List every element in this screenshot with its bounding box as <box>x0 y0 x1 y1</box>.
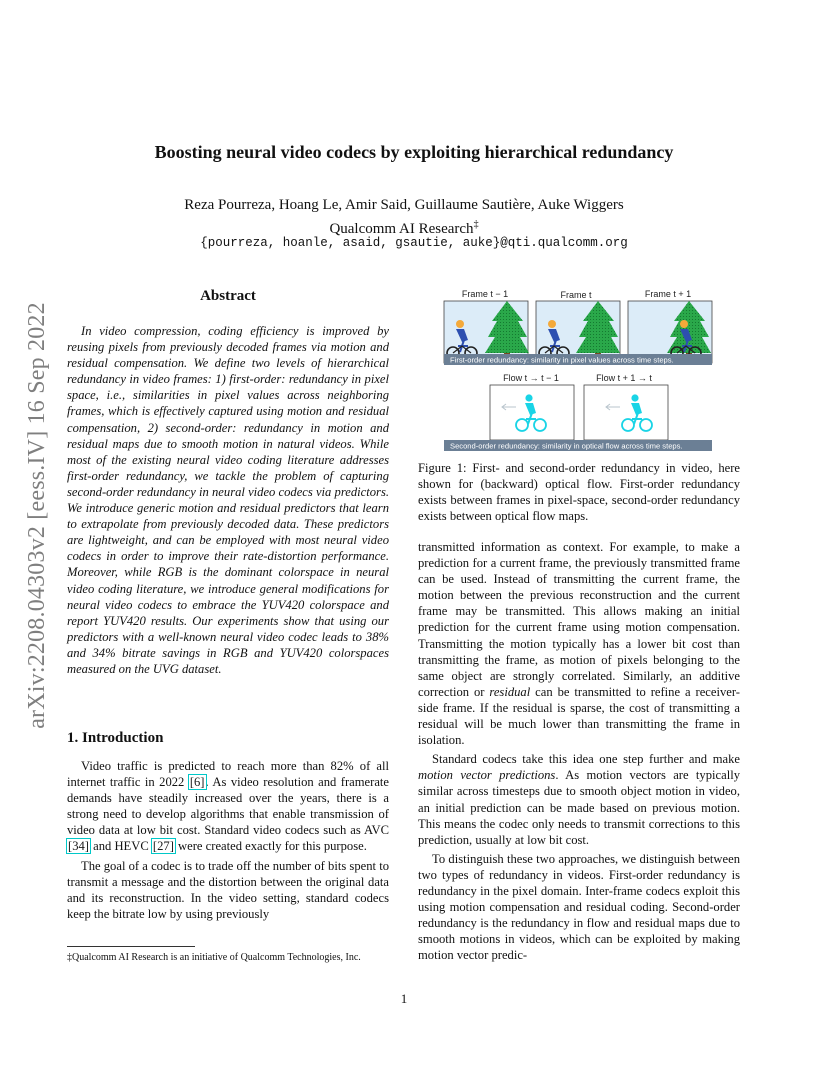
first-order-banner-text: First-order redundancy: similarity in pixel values across time steps. <box>450 355 674 365</box>
footnote-rule <box>67 946 195 947</box>
right-paragraph-1: transmitted information as context. For example, to make a prediction for a current frame, the previously transmitted frame can be used. Instead of transmitting the current frame, the motion between the previous reconstruction and the current frame may be transmitted. This allows making an initial prediction for the current frame using motion compensation. Transmitting the motion typically has a lower bit cost than transmitting the frame, as motion of pixels belonging to the same object are strongly correlated. Similarly, an additive correction or residual can be transmitted to refine a receiver-side frame. If the residual is sparse, the cost of transmitting a residual will be much lower than transmitting the frame in isolation. <box>418 540 740 748</box>
flow-label-prev: Flow t → t − 1 <box>503 373 559 383</box>
citation-link-27[interactable]: [27] <box>152 839 174 854</box>
intro-paragraph-2: The goal of a codec is to trade off the number of bits spent to transmit a message and the distortion between the original data and its reconstruction. In the video setting, standard codecs keep the bitrate low by using previously <box>67 858 389 921</box>
frame-current <box>536 301 620 363</box>
figure-1 <box>418 288 740 458</box>
author-block <box>0 196 808 239</box>
intro-paragraph-1: Video traffic is predicted to reach more than 82% of all internet traffic in 2022 [6]. As video resolution and framerate demands have steadily increased over the years, there is a strong need to develop algorithms that enable transmission of video data at low bit cost. Standard video codecs such as AVC [34] and HEVC [27] were created exactly for this purpose. <box>67 759 389 854</box>
arxiv-watermark: arXiv:2208.04303v2 [eess.IV] 16 Sep 2022 <box>23 301 50 729</box>
author-list: Reza Pourreza, Hoang Le, Amir Said, Guillaume Sautière, Auke Wiggers <box>184 197 624 213</box>
frame-label-next: Frame t + 1 <box>644 289 692 299</box>
frame-label-prev: Frame t − 1 <box>461 289 509 299</box>
second-order-banner-text: Second-order redundancy: similarity in optical flow across time steps. <box>450 441 683 451</box>
author-emails: {pourreza, hoanle, asaid, gsautie, auke}@qti.qualcomm.org <box>200 236 628 250</box>
abstract-heading: Abstract <box>200 288 256 304</box>
citation-link-6[interactable]: [6] <box>189 775 205 790</box>
left-column <box>67 288 389 963</box>
affiliation: Qualcomm AI Research‡ <box>329 219 479 237</box>
introduction-body <box>67 758 389 922</box>
frame-prev <box>444 301 529 363</box>
paper-title: Boosting neural video codecs by exploiting hierarchical redundancy <box>154 142 674 162</box>
right-paragraph-3: To distinguish these two approaches, we distinguish between two types of redundancy in videos. First-order redundancy is redundancy in the pixel domain. Inter-frame codecs exploit this using motion compensation and residual coding. Second-order redundancy is the redundancy in flow and residual maps due to smooth motions in videos, which can be exploited by making motion vector predic- <box>418 851 740 963</box>
citation-link-34[interactable]: [34] <box>68 839 89 854</box>
introduction-heading: 1. Introduction <box>67 730 164 746</box>
figure-caption: Figure 1: First- and second-order redundancy in video, here shown for (backward) optical flow. First-order redundancy exists between frames in pixel-space, second-order redundancy exists between optical flow maps. <box>418 461 740 524</box>
abstract-text: In video compression, coding efficiency is improved by reusing pixels from previously decoded frames via motion and residual compensation. We define two levels of hierarchical redundancy in video frames: 1) first-order: redundancy in pixel space, i.e., similarities in pixel values across neighboring frames, which is effectively captured using motion and residual compensation, 2) second-order: redundancy in motion and residual maps due to smooth motion in natural videos. While most of the existing neural video coding literature addresses first-order redundancy, we tackle the problem of capturing second-order redundancy in neural video codecs via predictors. We introduce generic motion and residual predictors that learn to extrapolate from previously decoded data. These predictors are lightweight, and can be employed with most neural video codecs in order to improve their rate-distortion performance. Moreover, while RGB is the dominant colorspace in neural video coding literature, we introduce general modifications for neural video codecs to embrace the YUV420 colorspace and report YUV420 results. Our experiments show that using our predictors with a well-known neural video codec leads to 38% and 34% bitrate savings in RGB and YUV420 colorspaces measured on the UVG dataset. <box>67 324 389 676</box>
frame-label-current: Frame t <box>560 290 592 300</box>
flow-map-next <box>584 385 668 440</box>
flow-map-prev <box>490 385 574 440</box>
right-paragraph-2: Standard codecs take this idea one step further and make motion vector predictions. As motion vectors are typically similar across timesteps due to smooth object motion in video, an initial prediction can be made based on previous motion. This means the codec only needs to transmit corrections to this prediction, usually at low bit cost. <box>418 752 740 847</box>
footnote: ‡Qualcomm AI Research is an initiative of Qualcomm Technologies, Inc. <box>67 952 361 963</box>
flow-label-next: Flow t + 1 → t <box>596 373 652 383</box>
affiliation-mark: ‡ <box>473 219 479 230</box>
right-body-text <box>418 539 740 963</box>
frame-next <box>628 301 712 363</box>
page-number: 1 <box>400 991 408 1006</box>
